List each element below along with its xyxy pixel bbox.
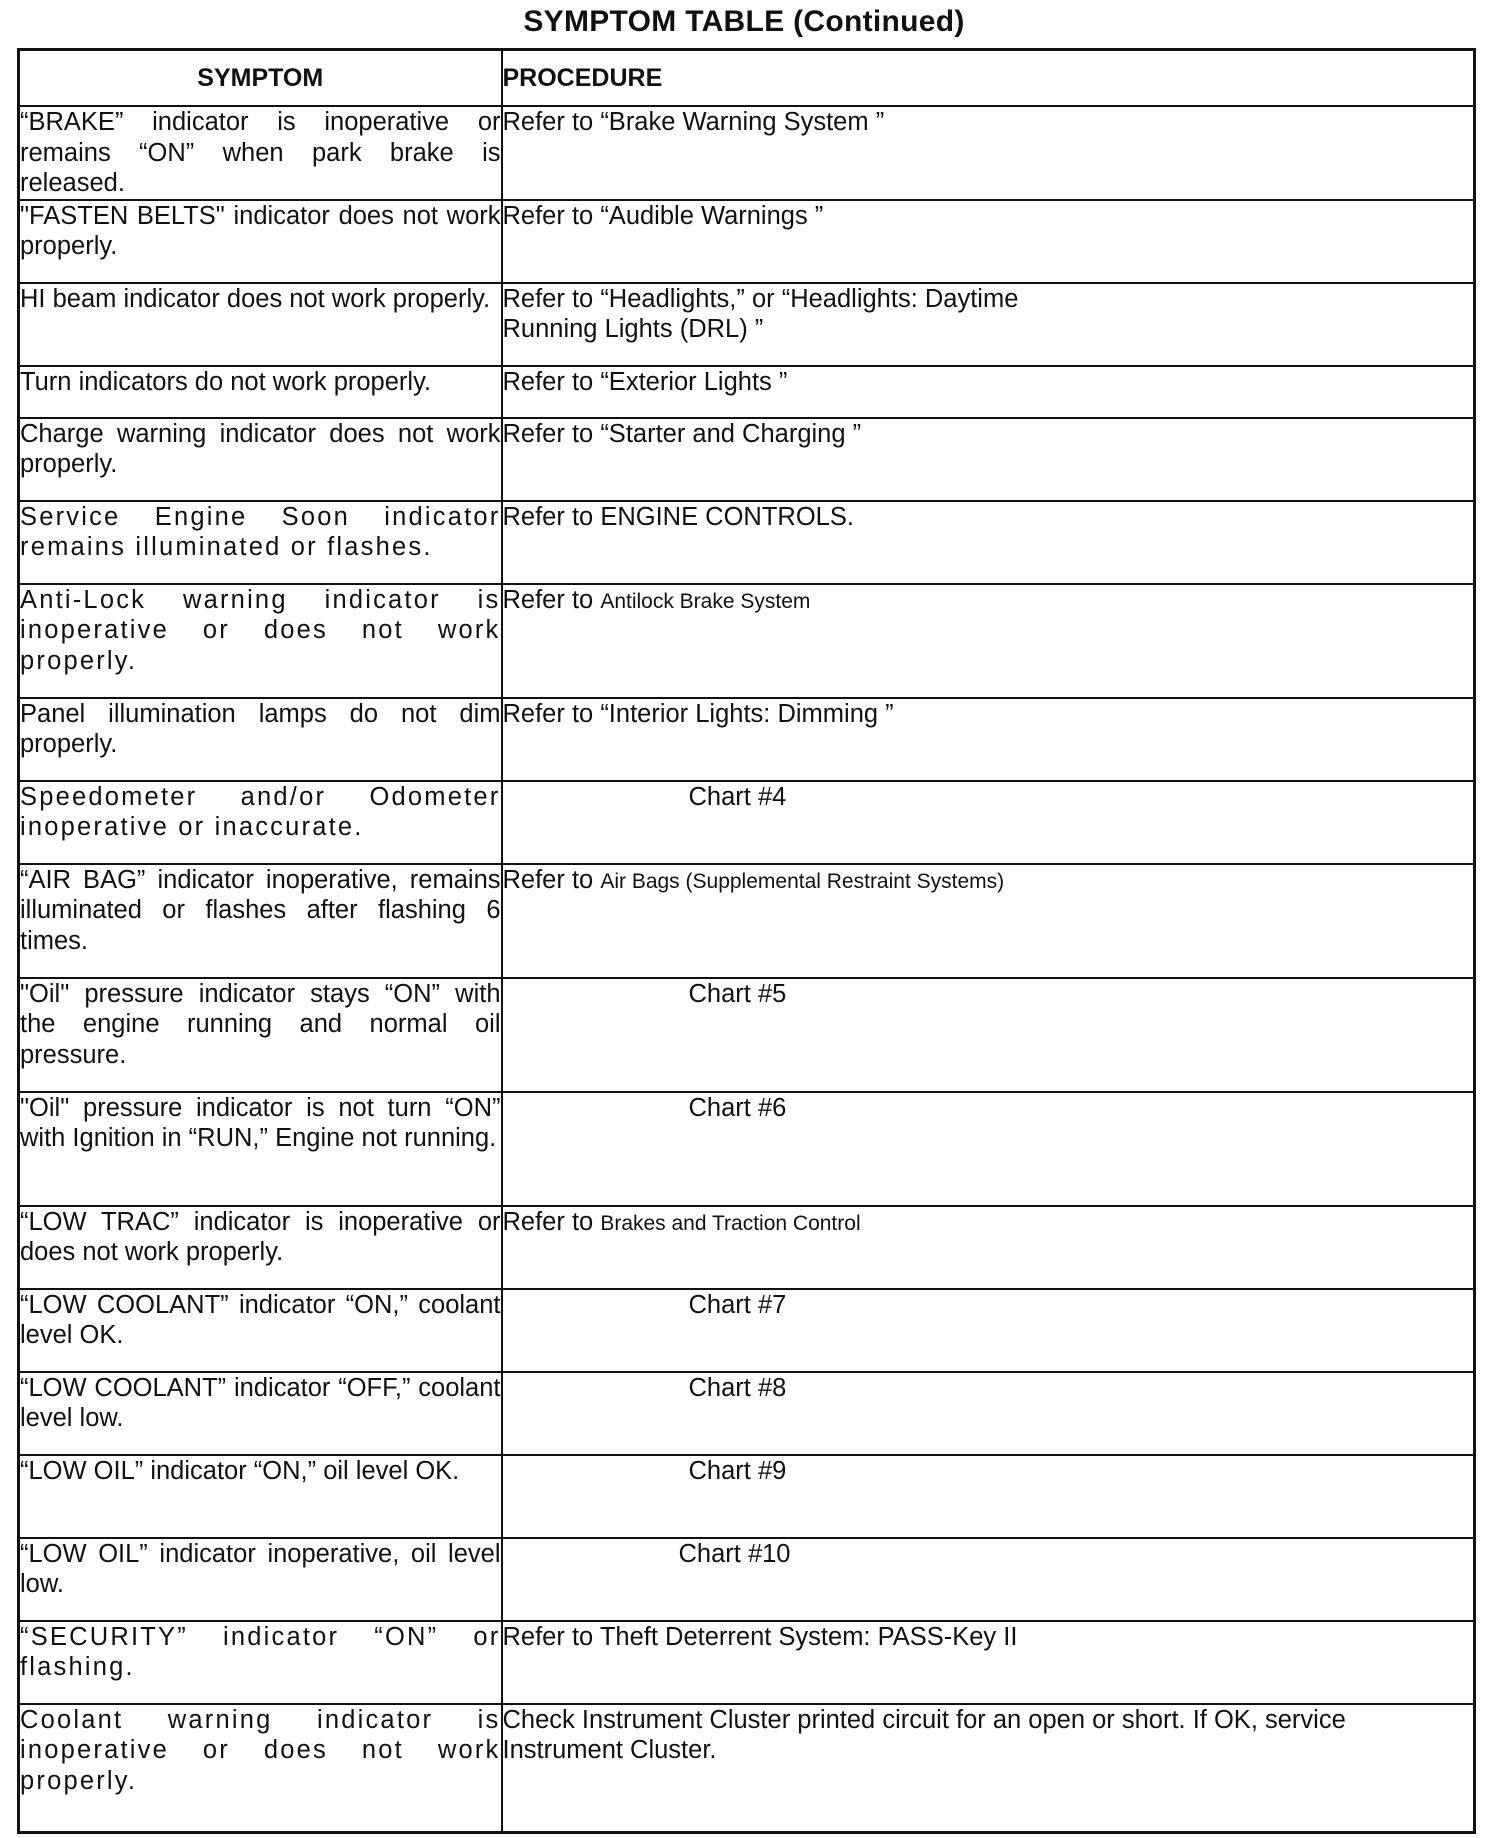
reference-target: Brakes and Traction Control — [600, 1211, 861, 1235]
procedure-column-header: PROCEDURE — [502, 50, 1475, 107]
page-title: SYMPTOM TABLE (Continued) — [523, 5, 965, 38]
table-row — [19, 283, 1475, 366]
table-row — [19, 366, 1475, 418]
symptom-cell: “LOW COOLANT” indicator “ON,” coolant level OK. — [19, 1289, 502, 1372]
table-row — [19, 864, 1475, 978]
procedure-cell — [502, 698, 1475, 781]
symptom-cell: “LOW TRAC” indicator is inoperative or does not work properly. — [19, 1206, 502, 1289]
table-row — [19, 978, 1475, 1092]
procedure-cell — [502, 864, 1475, 978]
symptom-table — [17, 48, 1476, 1834]
symptom-cell: "FASTEN BELTS" indicator does not work properly. — [19, 200, 502, 283]
reference-target: “Brake Warning System ” — [600, 108, 885, 136]
symptom-cell: “LOW OIL” indicator “ON,” oil level OK. — [19, 1455, 502, 1538]
reference-target: ENGINE CONTROLS. — [600, 502, 854, 531]
refer-label: Refer to — [502, 108, 594, 136]
symptom-cell: “BRAKE” indicator is inoperative or remains “ON” when park brake is released. — [19, 106, 502, 200]
symptom-cell: Coolant warning indicator is inoperative or does not work properly. — [19, 1704, 502, 1833]
procedure-cell — [502, 366, 1475, 418]
symptom-cell: "Oil" pressure indicator is not turn “ON” with Ignition in “RUN,” Engine not running. — [19, 1092, 502, 1206]
reference-target: “Interior Lights: Dimming ” — [600, 699, 894, 728]
procedure-cell: Chart #4 — [502, 781, 1475, 864]
symptom-cell: “AIR BAG” indicator inoperative, remains illuminated or flashes after flashing 6 times. — [19, 864, 502, 978]
procedure-cell — [502, 200, 1475, 283]
reference-target: “Headlights,” or “Headlights: Daytime Running Lights (DRL) ” — [502, 284, 1019, 343]
table-row — [19, 418, 1475, 501]
refer-label: Refer to — [502, 419, 594, 448]
symptom-cell: HI beam indicator does not work properly. — [19, 283, 502, 366]
procedure-cell — [502, 1206, 1475, 1289]
procedure-cell: Chart #7 — [502, 1289, 1475, 1372]
table-row — [19, 698, 1475, 781]
procedure-cell: Check Instrument Cluster printed circuit for an open or short. If OK, service Instrument Cluster. — [502, 1704, 1475, 1833]
table-row — [19, 1621, 1475, 1704]
procedure-cell: Chart #6 — [502, 1092, 1475, 1206]
reference-target: Antilock Brake System — [600, 589, 811, 613]
table-row — [19, 1206, 1475, 1289]
table-row — [19, 106, 1475, 200]
table-row — [19, 501, 1475, 584]
reference-target: Theft Deterrent System: PASS-Key II — [599, 1622, 1018, 1651]
refer-label: Refer to — [502, 502, 594, 531]
symptom-cell: Speedometer and/or Odometer inoperative or inaccurate. — [19, 781, 502, 864]
procedure-cell: Chart #10 — [502, 1538, 1475, 1621]
procedure-cell: Chart #8 — [502, 1372, 1475, 1455]
symptom-cell: “SECURITY” indicator “ON” or flashing. — [19, 1621, 502, 1704]
procedure-cell — [502, 283, 1475, 366]
reference-target: “Audible Warnings ” — [600, 201, 824, 230]
table-row — [19, 1704, 1475, 1833]
reference-target: “Starter and Charging ” — [600, 419, 862, 448]
refer-label: Refer to — [502, 699, 594, 728]
procedure-cell — [502, 1621, 1475, 1704]
table-row — [19, 781, 1475, 864]
procedure-cell — [502, 584, 1475, 698]
reference-target: “Exterior Lights ” — [600, 367, 788, 396]
table-row — [19, 1538, 1475, 1621]
table-row — [19, 1092, 1475, 1206]
symptom-cell: Anti-Lock warning indicator is inoperative or does not work properly. — [19, 584, 502, 698]
refer-label: Refer to — [502, 367, 594, 396]
refer-label: Refer to — [502, 865, 594, 894]
reference-target: Air Bags (Supplemental Restraint Systems) — [600, 869, 1005, 893]
symptom-column-header: SYMPTOM — [19, 50, 502, 107]
symptom-cell: “LOW OIL” indicator inoperative, oil level low. — [19, 1538, 502, 1621]
refer-label: Refer to — [502, 201, 594, 230]
symptom-cell: Turn indicators do not work properly. — [19, 366, 502, 418]
table-row — [19, 1289, 1475, 1372]
symptom-cell: Panel illumination lamps do not dim properly. — [19, 698, 502, 781]
symptom-cell: "Oil" pressure indicator stays “ON” with the engine running and normal oil pressure. — [19, 978, 502, 1092]
table-header-row — [19, 50, 1475, 107]
table-row — [19, 1455, 1475, 1538]
procedure-cell — [502, 418, 1475, 501]
symptom-cell: “LOW COOLANT” indicator “OFF,” coolant level low. — [19, 1372, 502, 1455]
procedure-cell: Chart #9 — [502, 1455, 1475, 1538]
table-row — [19, 584, 1475, 698]
symptom-cell: Charge warning indicator does not work properly. — [19, 418, 502, 501]
table-row — [19, 1372, 1475, 1455]
symptom-cell: Service Engine Soon indicator remains illuminated or flashes. — [19, 501, 502, 584]
refer-label: Refer to — [502, 1207, 594, 1236]
refer-label: Refer to — [502, 585, 594, 614]
refer-label: Refer to — [502, 284, 594, 313]
procedure-cell: Chart #5 — [502, 978, 1475, 1092]
procedure-cell — [502, 501, 1475, 584]
refer-label: Refer to — [502, 1622, 594, 1651]
table-row — [19, 200, 1475, 283]
procedure-cell — [502, 106, 1475, 200]
